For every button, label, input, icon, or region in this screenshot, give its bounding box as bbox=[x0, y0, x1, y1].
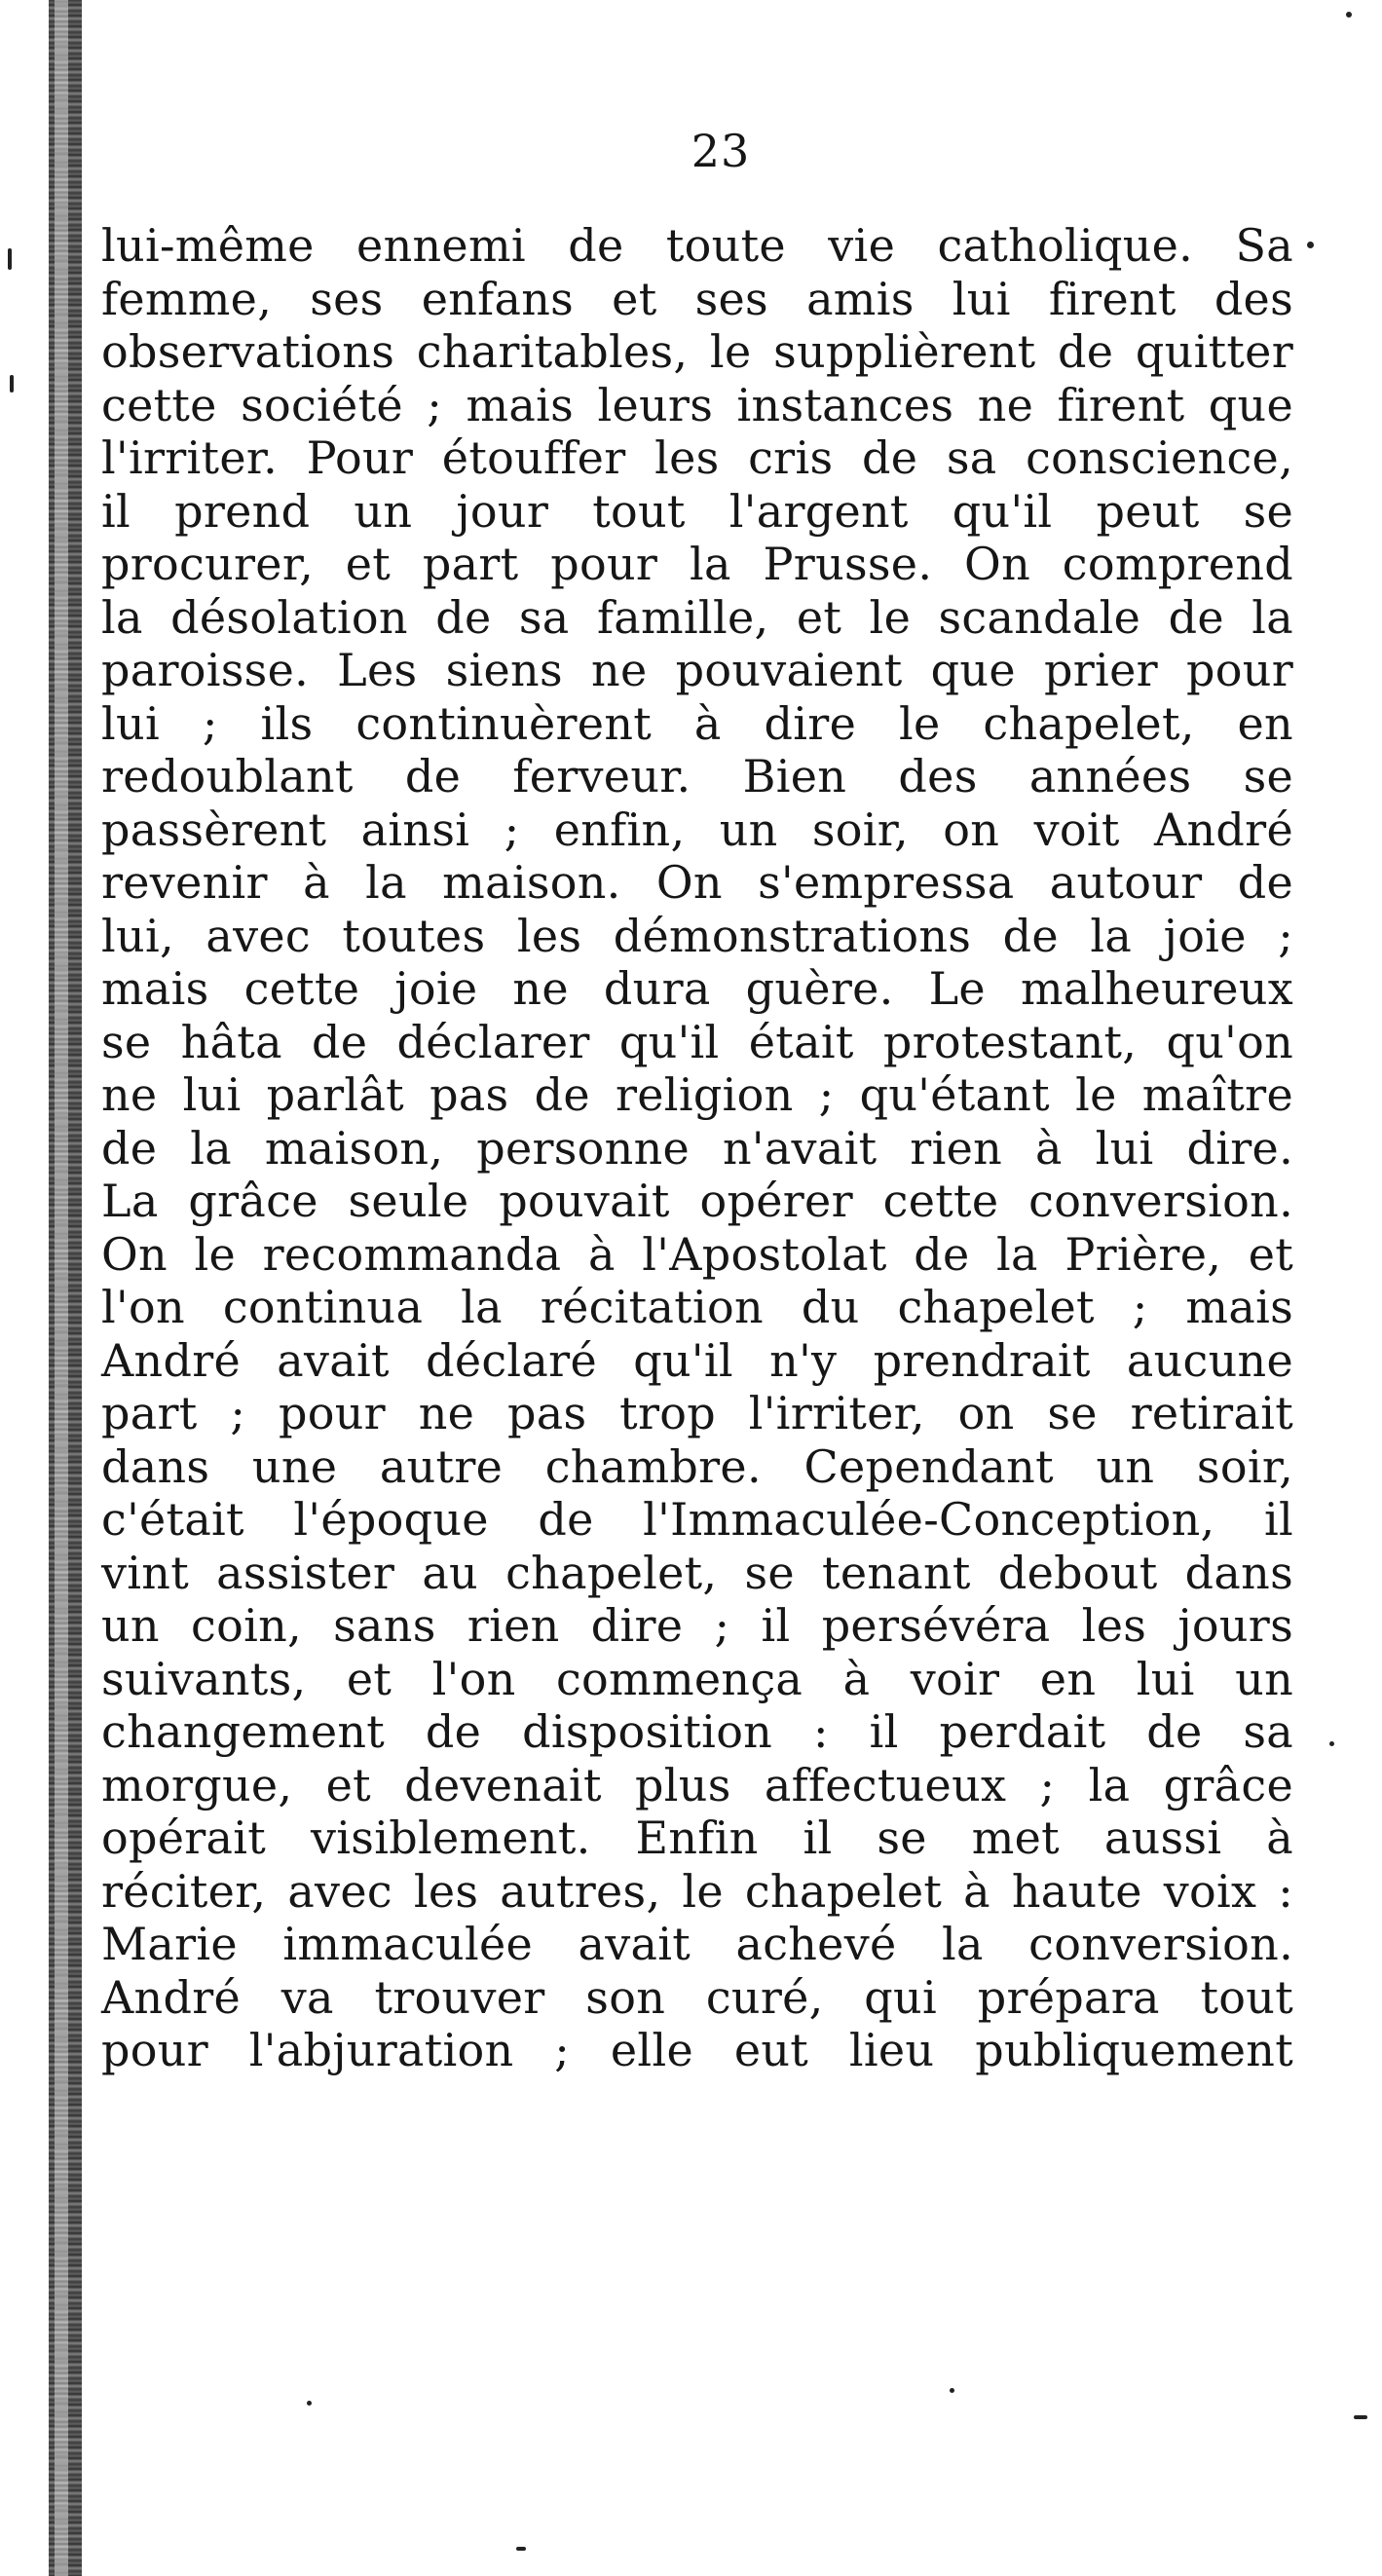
text-line: réciter, avec les autres, le chapelet à haute voix : bbox=[101, 1864, 1293, 1918]
text-line: Marie immaculée avait achevé la conversion. bbox=[101, 1918, 1293, 1970]
page-number: 23 bbox=[691, 125, 751, 177]
text-line: ne lui parlât pas de religion ; qu'étant le maître bbox=[101, 1068, 1293, 1121]
text-line: pour l'abjuration ; elle eut lieu publiquement bbox=[101, 2024, 1293, 2076]
text-line: On le recommanda à l'Apostolat de la Prière, et bbox=[101, 1227, 1293, 1281]
text-line: lui, avec toutes les démonstrations de la joie ; bbox=[101, 909, 1293, 962]
text-line: André avait déclaré qu'il n'y prendrait aucune bbox=[101, 1333, 1293, 1387]
text-line: l'on continua la récitation du chapelet ; mais bbox=[101, 1281, 1293, 1333]
text-line: se hâta de déclarer qu'il était protestant, qu'on bbox=[101, 1015, 1293, 1068]
text-line: changement de disposition : il perdait de sa bbox=[101, 1705, 1293, 1758]
text-line: il prend un jour tout l'argent qu'il peut se bbox=[101, 484, 1293, 538]
text-line: mais cette joie ne dura guère. Le malheureux bbox=[101, 962, 1293, 1015]
scan-speck bbox=[1354, 2415, 1367, 2419]
scan-speck bbox=[1329, 1741, 1334, 1746]
text-line: l'irriter. Pour étouffer les cris de sa conscience, bbox=[101, 431, 1293, 484]
scan-speck bbox=[10, 375, 14, 392]
text-line: lui-même ennemi de toute vie catholique. Sa bbox=[101, 219, 1293, 272]
text-line: dans une autre chambre. Cependant un soir, bbox=[101, 1439, 1293, 1493]
text-line: passèrent ainsi ; enfin, un soir, on voit André bbox=[101, 803, 1293, 856]
scan-speck bbox=[8, 248, 12, 270]
text-line: de la maison, personne n'avait rien à lui dire. bbox=[101, 1121, 1293, 1175]
text-line: redoublant de ferveur. Bien des années se bbox=[101, 750, 1293, 803]
text-line: observations charitables, le supplièrent de quitter bbox=[101, 325, 1293, 378]
scan-speck bbox=[307, 2401, 312, 2406]
scan-speck bbox=[1307, 242, 1314, 248]
text-line: La grâce seule pouvait opérer cette conversion. bbox=[101, 1175, 1293, 1227]
text-line: femme, ses enfans et ses amis lui firent des bbox=[101, 272, 1293, 325]
text-line: morgue, et devenait plus affectueux ; la grâce bbox=[101, 1758, 1293, 1811]
body-text bbox=[101, 219, 1293, 2077]
book-binding-edge bbox=[49, 0, 82, 2576]
scan-speck bbox=[950, 2388, 954, 2393]
text-line: un coin, sans rien dire ; il persévéra les jours bbox=[101, 1599, 1293, 1652]
scan-speck bbox=[516, 2547, 526, 2551]
text-line: André va trouver son curé, qui prépara tout bbox=[101, 1970, 1293, 2024]
text-line: procurer, et part pour la Prusse. On comprend bbox=[101, 538, 1293, 590]
text-line: revenir à la maison. On s'empressa autour de bbox=[101, 856, 1293, 909]
text-line: part ; pour ne pas trop l'irriter, on se retirait bbox=[101, 1387, 1293, 1439]
text-line: cette société ; mais leurs instances ne firent que bbox=[101, 378, 1293, 431]
scan-speck bbox=[1346, 12, 1352, 18]
text-line: suivants, et l'on commença à voir en lui un bbox=[101, 1652, 1293, 1705]
text-line: la désolation de sa famille, et le scandale de la bbox=[101, 590, 1293, 644]
text-line: opérait visiblement. Enfin il se met aussi à bbox=[101, 1811, 1293, 1864]
text-line: paroisse. Les siens ne pouvaient que prier pour bbox=[101, 644, 1293, 696]
text-line: lui ; ils continuèrent à dire le chapelet, en bbox=[101, 696, 1293, 750]
text-line: vint assister au chapelet, se tenant debout dans bbox=[101, 1546, 1293, 1599]
text-line: c'était l'époque de l'Immaculée-Conception, il bbox=[101, 1493, 1293, 1546]
